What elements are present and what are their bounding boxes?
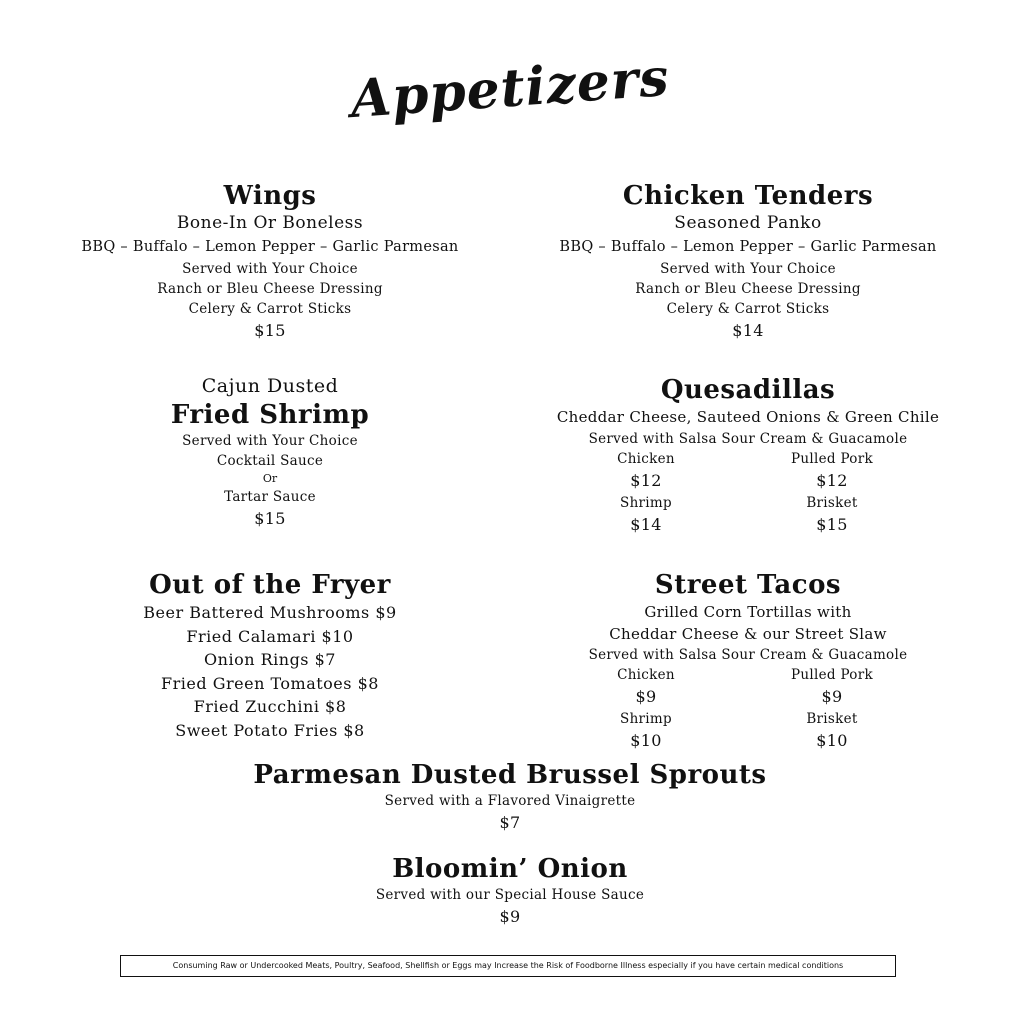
wings-subtitle: Bone-In Or Boneless <box>176 213 364 233</box>
brussel-title: Parmesan Dusted Brussel Sprouts <box>253 760 767 790</box>
fryer-item: Beer Battered Mushrooms $9 <box>143 603 397 622</box>
tacos-desc-2: Cheddar Cheese & our Street Slaw <box>609 625 887 643</box>
wings-served: Served with Your Choice <box>182 261 358 277</box>
wings-section <box>30 180 510 343</box>
shrimp-sauce-2: Tartar Sauce <box>224 489 316 505</box>
quesadillas-option <box>566 493 726 537</box>
option-price: $10 <box>630 731 662 750</box>
brussel-section <box>0 759 1020 835</box>
wings-dressing: Ranch or Bleu Cheese Dressing <box>157 281 383 297</box>
option-price: $9 <box>635 687 657 706</box>
tacos-option <box>752 665 912 709</box>
option-label: Chicken <box>617 667 675 683</box>
shrimp-price: $15 <box>254 509 286 528</box>
wings-price: $15 <box>254 321 286 340</box>
fryer-title: Out of the Fryer <box>149 570 391 600</box>
option-price: $14 <box>630 515 662 534</box>
quesadillas-desc: Cheddar Cheese, Sauteed Onions & Green Chile <box>556 408 940 426</box>
tacos-options <box>510 665 986 751</box>
shrimp-pretitle: Cajun Dusted <box>201 375 339 397</box>
tacos-section <box>510 569 986 751</box>
tenders-dressing: Ranch or Bleu Cheese Dressing <box>635 281 861 297</box>
quesadillas-option <box>566 449 726 493</box>
onion-section <box>0 853 1020 929</box>
option-label: Pulled Pork <box>791 451 873 467</box>
brussel-price: $7 <box>499 813 521 832</box>
quesadillas-served: Served with Salsa Sour Cream & Guacamole <box>588 431 908 447</box>
shrimp-section <box>30 373 510 531</box>
option-label: Shrimp <box>620 495 672 511</box>
option-label: Brisket <box>806 495 858 511</box>
tacos-option <box>566 665 726 709</box>
option-label: Pulled Pork <box>791 667 873 683</box>
tacos-option <box>752 709 912 753</box>
shrimp-served: Served with Your Choice <box>182 433 358 449</box>
tenders-sticks: Celery & Carrot Sticks <box>666 301 830 317</box>
disclaimer-box: Consuming Raw or Undercooked Meats, Poultry, Seafood, Shellfish or Eggs may Increase the Risk of Foodborne Illness especially if you have certain medical conditions <box>120 955 896 977</box>
tenders-subtitle: Seasoned Panko <box>674 213 822 233</box>
quesadillas-title: Quesadillas <box>660 375 836 405</box>
onion-title: Bloomin’ Onion <box>392 854 628 884</box>
wings-flavors: BBQ – Buffalo – Lemon Pepper – Garlic Parmesan <box>81 239 459 255</box>
option-price: $12 <box>630 471 662 490</box>
tacos-desc-1: Grilled Corn Tortillas with <box>644 603 852 621</box>
option-label: Chicken <box>617 451 675 467</box>
fryer-item: Fried Zucchini $8 <box>193 697 347 716</box>
fryer-item: Fried Green Tomatoes $8 <box>161 673 379 693</box>
option-label: Brisket <box>806 711 858 727</box>
fryer-item: Sweet Potato Fries $8 <box>175 720 365 740</box>
tacos-title: Street Tacos <box>654 570 842 600</box>
quesadillas-option <box>752 449 912 493</box>
wings-title: Wings <box>223 181 317 211</box>
wings-sticks: Celery & Carrot Sticks <box>188 301 352 317</box>
option-price: $9 <box>821 687 843 706</box>
tenders-section <box>510 180 986 343</box>
quesadillas-option <box>752 493 912 537</box>
tenders-served: Served with Your Choice <box>660 261 836 277</box>
fryer-section <box>30 569 510 742</box>
tacos-served: Served with Salsa Sour Cream & Guacamole <box>588 647 908 663</box>
quesadillas-options <box>510 449 986 535</box>
quesadillas-section <box>510 374 986 535</box>
onion-price: $9 <box>499 907 521 926</box>
shrimp-or: Or <box>262 472 278 485</box>
onion-served: Served with our Special House Sauce <box>375 887 645 903</box>
shrimp-sauce-1: Cocktail Sauce <box>216 453 324 469</box>
tenders-title: Chicken Tenders <box>622 181 874 211</box>
brussel-served: Served with a Flavored Vinaigrette <box>384 793 636 809</box>
fryer-item: Fried Calamari $10 <box>186 626 354 646</box>
page-title: Appetizers <box>348 46 672 131</box>
tacos-option <box>566 709 726 753</box>
option-label: Shrimp <box>620 711 672 727</box>
fryer-item: Onion Rings $7 <box>204 650 336 669</box>
option-price: $12 <box>816 471 848 490</box>
tenders-price: $14 <box>732 321 764 340</box>
tenders-flavors: BBQ – Buffalo – Lemon Pepper – Garlic Parmesan <box>559 239 937 255</box>
option-price: $10 <box>816 731 848 750</box>
shrimp-title: Fried Shrimp <box>170 400 370 430</box>
option-price: $15 <box>816 515 848 534</box>
